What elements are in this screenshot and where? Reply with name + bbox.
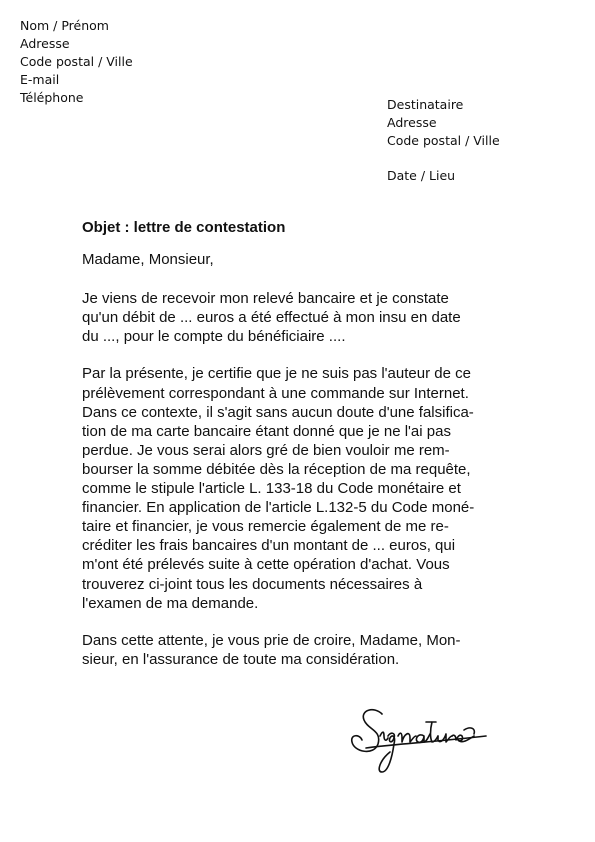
paragraph-line: perdue. Je vous serai alors gré de bien vouloir me rem- bbox=[82, 441, 450, 459]
sender-postal-city: Code postal / Ville bbox=[20, 54, 133, 69]
recipient-address: Adresse bbox=[387, 115, 437, 130]
recipient-name: Destinataire bbox=[387, 97, 464, 112]
paragraph-line: l'examen de ma demande. bbox=[82, 594, 259, 612]
paragraph-line: créditer les frais bancaires d'un montant de ... euros, qui bbox=[82, 537, 456, 555]
sender-address: Adresse bbox=[20, 36, 70, 51]
paragraph-line: bourser la somme débitée dès la réception de ma requête, bbox=[82, 460, 471, 478]
sender-phone: Téléphone bbox=[20, 90, 84, 105]
letter-body bbox=[82, 218, 522, 687]
paragraph-line: Par la présente, je certifie que je ne suis pas l'auteur de ce bbox=[82, 365, 471, 383]
paragraph-line: taire et financier, je vous remercie également de me re- bbox=[82, 518, 449, 536]
recipient-block bbox=[387, 96, 500, 185]
sender-block bbox=[20, 17, 133, 107]
paragraph-line: m'ont été prélevés suite à cette opération d'achat. Vous bbox=[82, 556, 450, 574]
handwritten-signature bbox=[344, 700, 494, 780]
paragraph-line: sieur, en l'assurance de toute ma considération. bbox=[82, 650, 400, 668]
signature-drawing bbox=[344, 700, 494, 780]
paragraph-line: comme le stipule l'article L. 133-18 du Code monétaire et bbox=[82, 480, 461, 498]
paragraph-line: Dans ce contexte, il s'agit sans aucun doute d'une falsifica- bbox=[82, 403, 474, 421]
date-place: Date / Lieu bbox=[387, 168, 456, 183]
recipient-postal-city: Code postal / Ville bbox=[387, 133, 500, 148]
letter-subject: Objet : lettre de contestation bbox=[82, 219, 286, 236]
paragraph-3 bbox=[82, 631, 522, 669]
paragraph-line: prélèvement correspondant à une commande sur Internet. bbox=[82, 384, 469, 402]
paragraph-line: trouverez ci-joint tous les documents nécessaires à bbox=[82, 575, 423, 593]
letter-salutation: Madame, Monsieur, bbox=[82, 251, 214, 269]
paragraph-line: qu'un débit de ... euros a été effectué à mon insu en date bbox=[82, 309, 461, 327]
paragraph-line: Je viens de recevoir mon relevé bancaire et je constate bbox=[82, 290, 449, 308]
paragraph-1 bbox=[82, 289, 522, 346]
sender-name: Nom / Prénom bbox=[20, 18, 109, 33]
paragraph-line: tion de ma carte bancaire étant donné que je ne l'ai pas bbox=[82, 422, 451, 440]
paragraph-line: du ..., pour le compte du bénéficiaire .... bbox=[82, 328, 346, 346]
sender-email: E-mail bbox=[20, 72, 60, 87]
paragraph-line: financier. En application de l'article L.132-5 du Code moné- bbox=[82, 499, 475, 517]
paragraph-line: Dans cette attente, je vous prie de croire, Madame, Mon- bbox=[82, 631, 461, 649]
paragraph-2 bbox=[82, 364, 522, 612]
